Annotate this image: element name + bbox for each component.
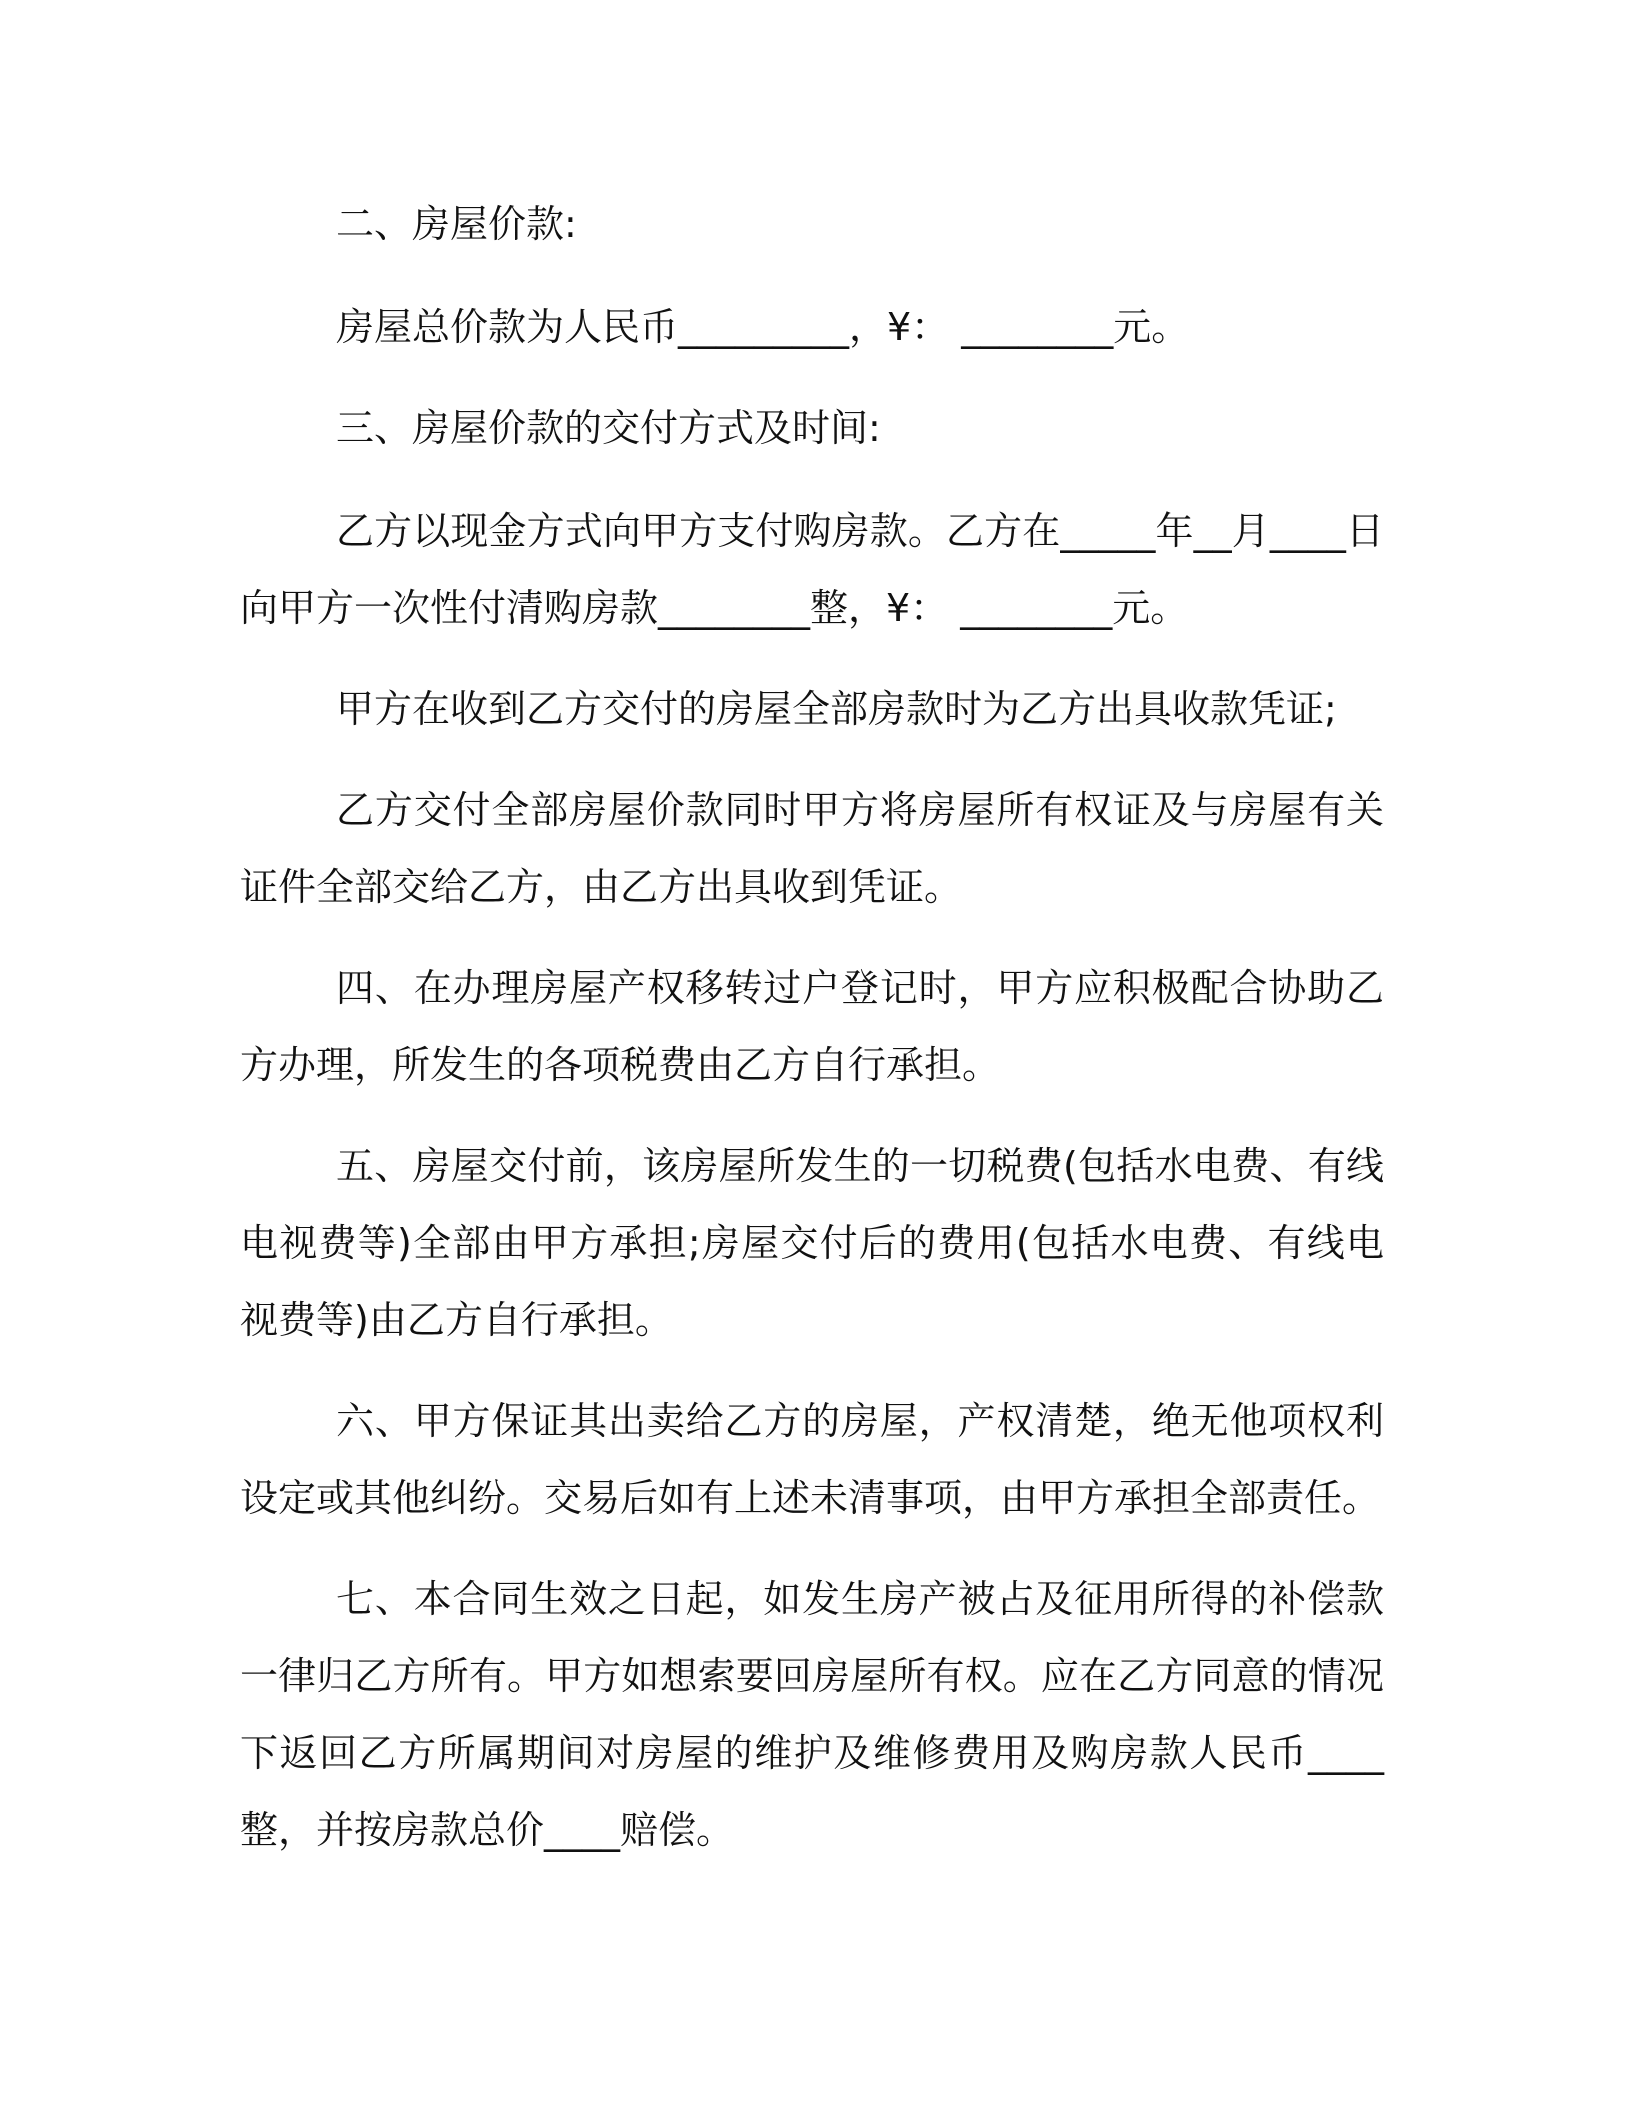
section-7-paragraph: 七、本合同生效之日起，如发生房产被占及征用所得的补偿款一律归乙方所有。甲方如想索要回房屋所有权。应在乙方同意的情况下返回乙方所属期间对房屋的维护及维修费用及购房款人民币____整，并按房款总价____赔偿。 [240, 1577, 1384, 1852]
section-4-paragraph: 四、在办理房屋产权移转过户登记时，甲方应积极配合协助乙方办理，所发生的各项税费由乙方自行承担。 [240, 966, 1384, 1087]
section-2-heading: 二、房屋价款: [336, 202, 577, 246]
total-price-paragraph: 房屋总价款为人民币_________，¥： ________元。 [336, 305, 1190, 349]
section-6-paragraph: 六、甲方保证其出卖给乙方的房屋，产权清楚，绝无他项权利设定或其他纠纷。交易后如有上述未清事项，由甲方承担全部责任。 [240, 1399, 1384, 1520]
receipt-paragraph: 甲方在收到乙方交付的房屋全部房款时为乙方出具收款凭证; [336, 687, 1337, 731]
section-5-paragraph: 五、房屋交付前，该房屋所发生的一切税费(包括水电费、有线电视费等)全部由甲方承担;房屋交付后的费用(包括水电费、有线电视费等)由乙方自行承担。 [240, 1144, 1384, 1342]
section-3-heading: 三、房屋价款的交付方式及时间: [336, 406, 881, 450]
document-body [240, 186, 1384, 1893]
payment-method-paragraph: 乙方以现金方式向甲方支付购房款。乙方在_____年__月____日向甲方一次性付清购房款________整，¥： ________元。 [240, 509, 1384, 630]
certificate-handover-paragraph: 乙方交付全部房屋价款同时甲方将房屋所有权证及与房屋有关证件全部交给乙方，由乙方出具收到凭证。 [240, 788, 1384, 909]
